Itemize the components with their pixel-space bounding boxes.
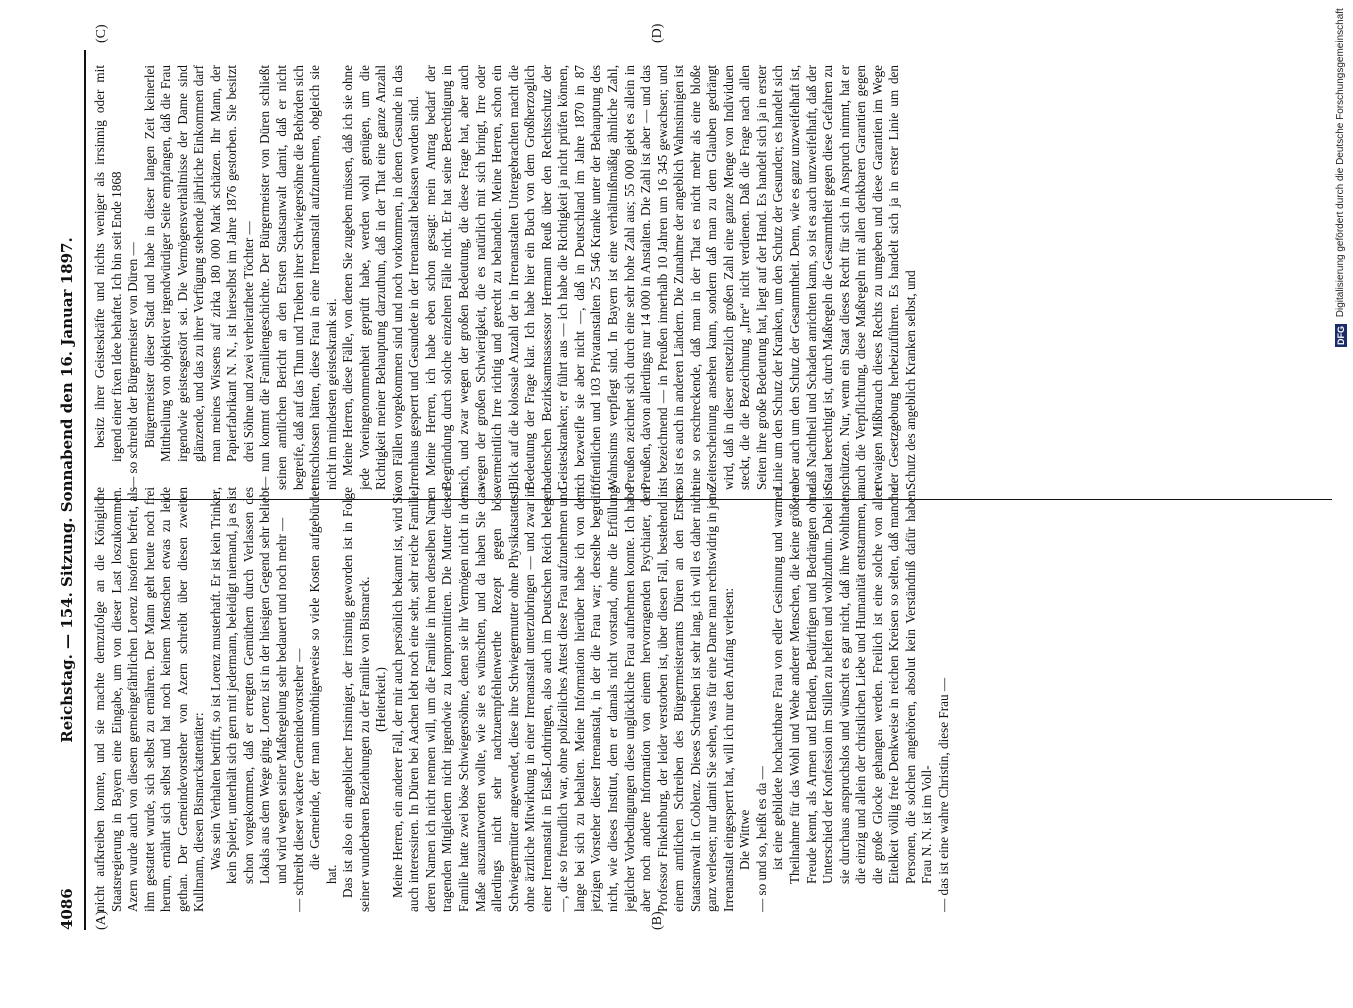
- dfg-logo: DFG: [1336, 325, 1346, 345]
- digitization-note-text: Digitalisierung gefördert durch die Deutsche Forschungsgemeinschaft: [1335, 8, 1346, 318]
- left-text-column: [92, 487, 1332, 912]
- paragraph: Meine Herren, diese Fälle, von denen Sie zugeben müssen, daß ich sie ohne jede Voreingenommenheit geprüft habe, werden wohl genügen, um die Richtigkeit meiner Behauptung darzuthun, daß in der That eine ganze Anzahl von Fällen vorgekommen sind und noch vorkommen, in denen Gesunde in das Irrenhaus gesperrt und Gesundete in der Irrenanstalt belassen worden sind.: [340, 65, 422, 490]
- margin-letter-a: (A): [94, 910, 109, 930]
- interjection: (Heiterkeit.): [373, 667, 389, 732]
- digitization-note: [1335, 8, 1347, 1008]
- paragraph: Das ist also ein angeblicher Irrsinniger, der irrsinnig geworden ist in Folge seiner wunderbaren Beziehungen zu der Familie von Bismarck.: [340, 487, 372, 912]
- column-divider: [94, 499, 1332, 500]
- quoted-paragraph: besitz ihrer Geisteskräfte und nichts weniger als irrsinnig oder mit irgend einer fixen Idee behaftet. Ich bin seit Ende 1868: [92, 65, 124, 462]
- paragraph: Meine Herren, ein anderer Fall, der mir auch persönlich bekannt ist, wird Sie auch interessiren. In Düren bei Aachen lebt noch eine sehr, sehr reiche Familie, deren Namen ich nicht nennen will, um die Familie in ihren denselben Namen tragenden Mitgliedern nicht irgendwie zu kompromittiren. Die Mutter dieser Familie hatte zwei böse Schwiegersöhne, denen sie ihr Vermögen nicht in dem Maße auszuantworten wollte, wie sie es wünschten, und da haben Sie das allerdings nicht sehr nachzuempfehlenwerthe Rezept gegen böse Schwiegermütter angewendet, diese ihre Schwiegermutter ohne Physikatsattest, ohne ärztliche Mitwirkung in einer Irrenanstalt unterzubringen — und zwar in einer Irrenanstalt in Elsaß-Lothringen, also auch im Deutschen Reich belegen —, die so freundlich war, ohne polizeiliches Attest diese Frau aufzunehmen und lange bei sich zu behalten. Meine Information hierüber habe ich von dem jetzigen Vorsteher dieser Irrenanstalt, in der die Frau war; derselbe begreift nicht, wie dieses Institut, dem er damals nicht vorstand, ohne die Erfüllung jeglicher Vorbedingungen diese unglückliche Frau aufnehmen konnte. Ich habe aber noch andere Information von einem hervorragenden Psychiater, den Professor Finkelnburg, der leider verstorben ist, über diesen Fall, bestehend in einem amtlichen Schreiben des Bürgermeisteramts Düren an den Ersten Staatsanwalt in Coblenz. Dieses Schreiben ist sehr lang, ich will es daher nicht ganz verlesen; nur damit Sie sehen, was für eine Dame man rechtswidrig in jene Irrenanstalt eingesperrt hat, will ich nur den Anfang verlesen:: [389, 487, 736, 912]
- page-header: [58, 50, 80, 930]
- aside-line: — so schreibt der Bürgermeister von Düren —: [125, 242, 141, 490]
- margin-letter-b: (B): [650, 911, 665, 930]
- paragraph: Meine Herren, ich habe eben schon gesagt: mein Antrag bedarf der Begründung durch solche einzelnen Fälle nicht. Er hat seine Berechtigung in sich, und zwar wegen der großen Bedeutung, die diese Frage hat, aber auch wegen der großen Schwierigkeit, die es natürlich mit sich bringt, Irre oder vermeintlich Irre richtig und gerecht zu behandeln. Meine Herren, schon ein Blick auf die kolossale Anzahl der in Irrenanstalten Untergebrachten macht die Bedeutung der Frage klar. Ich habe hier ein Buch von dem Großherzoglich badenschen Bezirksamtsassessor Hermann Reuß über den Rechtsschutz der Geisteskranken; er führt aus — ich habe die Richtigkeit ja nicht prüfen können, ich bezweifle sie aber nicht —, daß in Deutschland im Jahre 1870 in 87 öffentlichen und 103 Privatanstalten 25 546 Kranke unter der Behauptung des Wahnsinns verpflegt sind. In Bayern ist eine verhältnißmäßig ähnliche Zahl, Preußen zeichnet sich durch eine sehr hohe Zahl aus; 55 000 giebt es allein in Preußen, davon allerdings nur 14 000 in Anstalten. Die Zahl ist aber — und das ist bezeichnend — in Preußen innerhalb 10 Jahren um 16 345 gewachsen; und so ist es auch in anderen Ländern. Die Zunahme der angeblich Wahnsinnigen ist eine so erschreckende, daß man in der That es nicht mehr als eine bloße Zeiterscheinung ansehen kann, sondern daß man zu dem Glauben gedrängt wird, daß in dieser entsetzlich großen Zahl eine ganze Menge von Individuen steckt, die die Bezeichnung „Irre“ nicht verdienen. Daß die Frage nach allen Seiten ihre große Bedeutung hat, liegt auf der Hand. Es handelt sich ja in erster Linie um den Schutz der Kranken, um den Schutz der Gesunden; es handelt sich aber auch um den Schutz der Gesammtheit. Denn, wie es ganz unzweifelhaft ist, daß Nachtheil und Schaden anrichten kann, so ist es auch unzweifelhaft, daß der Staat berechtigt ist, durch Maßregeln die Gesammtheit gegen diese Gefahren zu schützen. Nur, wenn ein Staat dieses Recht für sich in Anspruch nimmt, hat er auch die Verpflichtung, diese Maßregeln mit allen denkbaren Garantien gegen etwaigen Mißbrauch dieses Rechts zu umgeben und diese Garantien im Wege der Gesetzgebung herbeizuführen. Es handelt sich ja in erster Linie um den Schutz des angeblich Kranken selbst, und: [422, 65, 918, 490]
- quoted-paragraph: Die Wittwe: [737, 809, 753, 870]
- quoted-paragraph: Bürgermeister dieser Stadt und habe in dieser langen Zeit keinerlei Mittheilung von objektiver irgendwürdiger Seite empfangen, daß die Frau irgendwie geistesgestört sei. Die Vermögensverhältnisse der Dame sind glänzende, und das zu ihrer Verfügung stehende jährliche Einkommen darf man meines Wissens auf zirka 180 000 Mark schätzen. Ihr Mann, der Papierfabrikant N. N., ist hierselbst im Jahre 1876 gestorben. Sie besitzt drei Söhne und zwei verheirathete Töchter —: [141, 65, 256, 462]
- header-rule: [84, 50, 86, 930]
- margin-letter-d: (D): [650, 23, 665, 43]
- margin-letter-c: (C): [94, 24, 109, 43]
- aside-line: — so und so, heißt es da —: [753, 766, 769, 912]
- paragraph: — nun kommt die Familiengeschichte. Der Bürgermeister von Düren schließt seinen amtlichen Bericht an den Ersten Staatsanwalt damit, daß er nicht begreife, daß auf das Thun und Treiben ihrer Schwiegersöhne die Behörden sich entschlossen hätten, diese Frau in eine Irrenanstalt aufzunehmen, obgleich sie nicht im mindesten geisteskrank sei.: [257, 65, 339, 490]
- quoted-paragraph: Was sein Verhalten betrifft, so ist Lorenz musterhaft. Er ist kein Trinker, kein Spieler, unterhält sich gern mit jedermann, beleidigt niemand, ja es ist schon vorgekommen, daß er erregten Gemüthern durch Verlassen des Lokals aus dem Wege ging. Lorenz ist in der hiesigen Gegend sehr beliebt und wird wegen seiner Maßregelung sehr bedauert und noch mehr —: [207, 487, 290, 884]
- quoted-paragraph: die Gemeinde, der man unmöthigerweise so viele Kosten aufgebürdet hat.: [307, 487, 339, 884]
- quoted-paragraph: ist eine gebildete hochachtbare Frau von edler Gesinnung und warmer Theilnahme für das Wohl und Wehe anderer Menschen, die keine größere Freude kennt, als Armen und Elenden, Bedürftigen und Bedrängten ohne Unterschied der Konfession im Stillen zu helfen und wohlzuthun. Dabei ist sie durchaus anspruchslos und wünscht es gar nicht, daß ihre Wohlthaten, die einzig und allein der christlichen Liebe und Humanität entstammen, an die große Glocke gehangen werden. Freilich ist eine solche von aller Eitelkeit völlig freie Denkweise in reichen Kreisen so selten, daß manche Personen, die solchen angehören, absolut kein Verständniß dafür haben. Frau N. N. ist im Voll-: [770, 487, 935, 884]
- aside-line: — schreibt dieser wackere Gemeindevorsteher —: [290, 648, 306, 912]
- page-title: Reichstag. — 154. Sitzung. Sonnabend den 16. Januar 1897.: [58, 237, 76, 743]
- aside-line: — das ist eine wahre Christin, diese Frau —: [935, 677, 951, 912]
- paragraph: nicht aufkreiben konnte, und sie machte demzufolge an die Königliche Staatsregierung in Bayern eine Eingabe, um von dieser Last loszukommen. Azern wurde auch von diesem gemeingefährlichen Lorenz insofern befreit, als ihm gestattet wurde, sich selbst zu ernähren. Der Mann geht heute noch frei herum, ernährt sich selbst und hat noch keinem Menschen etwas zu leide gethan. Der Gemeindevorsteher von Azern schreibt über diesen zweiten Kullmann, diesen Bismarckattentäter:: [92, 487, 207, 912]
- page-number: 4086: [58, 888, 76, 930]
- right-text-column: [92, 65, 1332, 490]
